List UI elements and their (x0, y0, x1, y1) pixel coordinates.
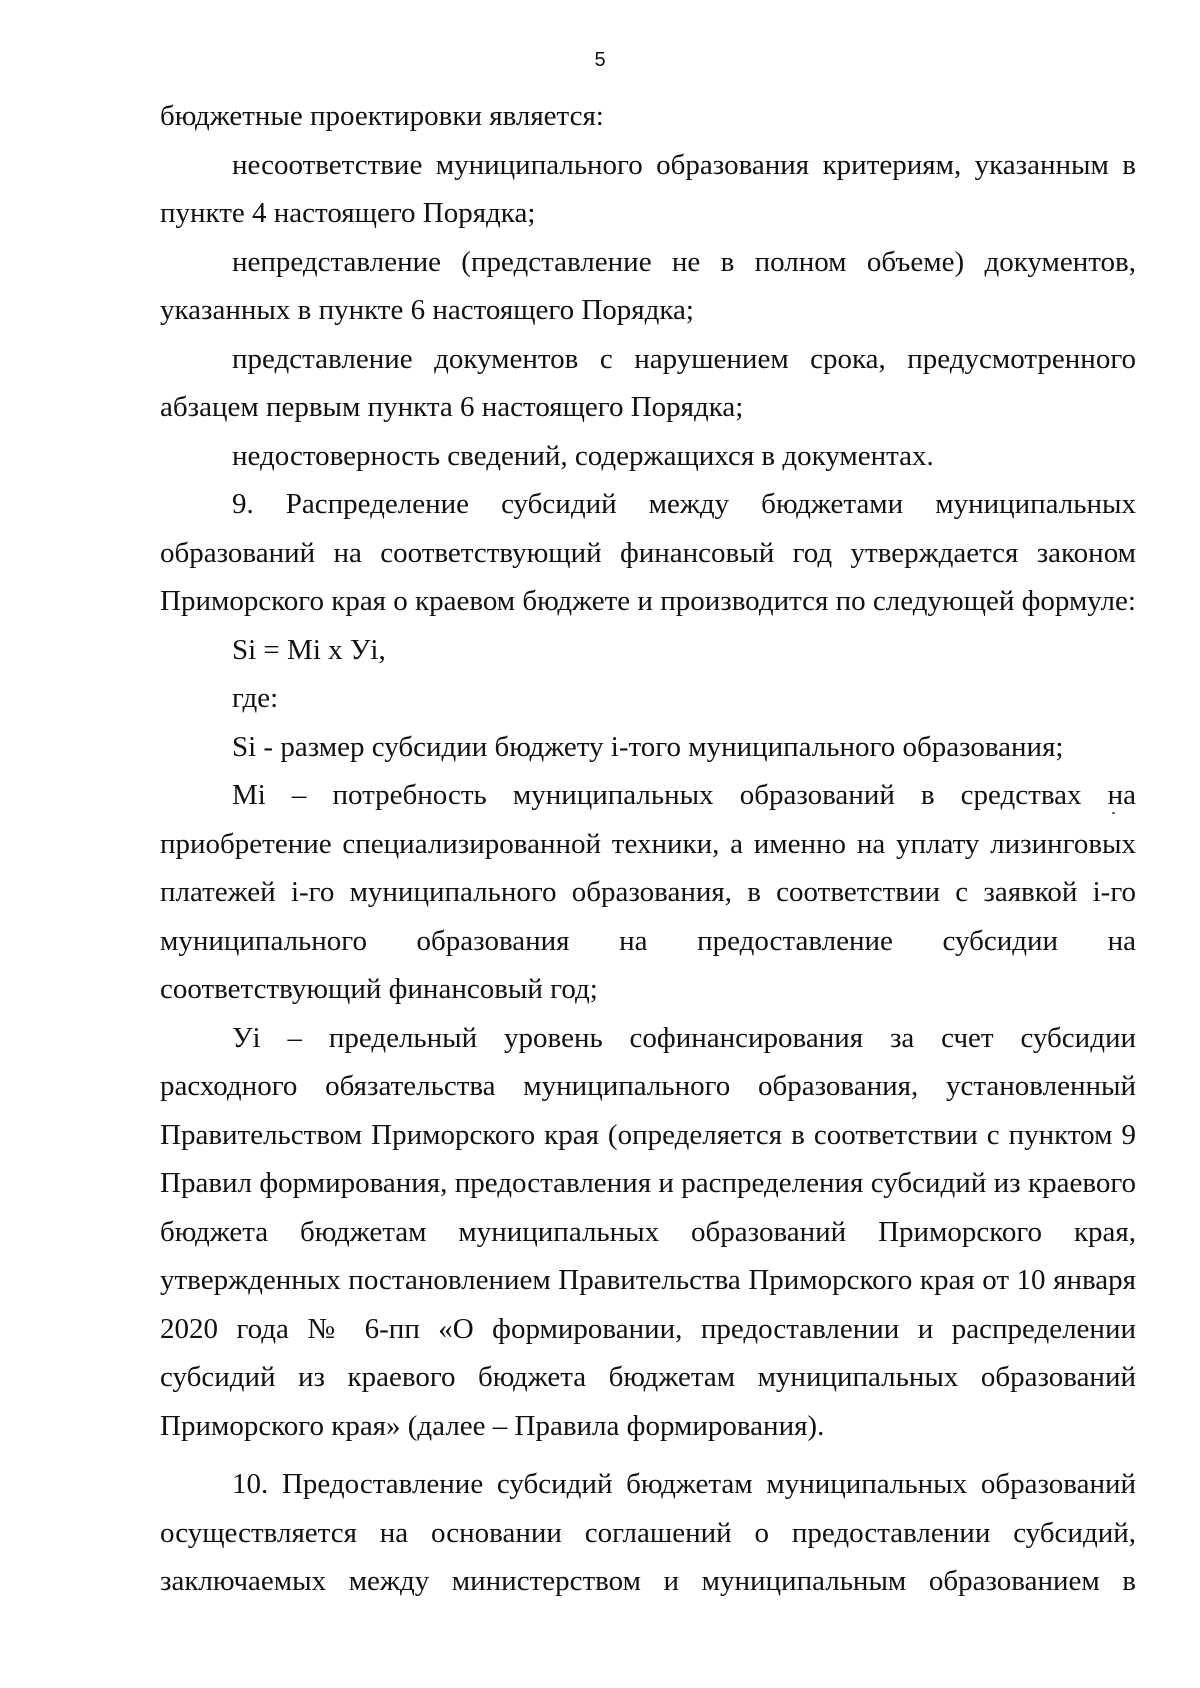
formula-where: где: (232, 682, 279, 714)
paragraph-clause-9: 9. Распределение субсидий между бюджетами муниципальных образований на соответствующий финансовый год утверждается законом Приморского края о краевом бюджете и производится по следующей формуле: (160, 488, 1136, 617)
definition-si: Si - размер субсидии бюджету i-того муниципального образования; (232, 730, 1064, 763)
paragraph-documents-missing: непредставление (представление не в полном объеме) документов, указанных в пункте 6 настоящего Порядка; (160, 245, 1136, 326)
document-body (160, 92, 1136, 1606)
formula-line: Si = Mi x Уi, (232, 633, 386, 666)
definition-yi: Уi – предельный уровень софинансирования за счет субсидии расходного обязательства муниципального образования, установленный Правительством Приморского края (определяется в соответствии с пунктом 9 Правил формирования, предоставления и распределения субсидий из краевого бюджета бюджетам муниципальных образований Приморского края, утвержденных постановлением Правительства Приморского края от 10 января 2020 года № 6-пп «О формировании, предоставлении и распределении субсидий из краевого бюджета бюджетам муниципальных образований Приморского края» (далее – Правила формирования). (160, 1021, 1136, 1442)
paragraph-clause-10: 10. Предоставление субсидий бюджетам муниципальных образований осуществляется на основании соглашений о предоставлении субсидий, заключаемых между министерством и муниципальным образованием в (160, 1468, 1136, 1597)
paragraph-deadline-violation: представление документов с нарушением срока, предусмотренного абзацем первым пункта 6 настоящего Порядка; (160, 342, 1136, 423)
paragraph-budget-projections: бюджетные проектировки является: (160, 100, 604, 132)
paragraph-criteria-mismatch: несоответствие муниципального образования критериям, указанным в пункте 4 настоящего Порядка; (160, 148, 1136, 229)
paragraph-unreliable-info: недостоверность сведений, содержащихся в документах. (232, 439, 934, 472)
scan-speck (1112, 812, 1115, 814)
page-number: 5 (594, 49, 606, 71)
definition-mi: Mi – потребность муниципальных образований в средствах на приобретение специализированной техники, а именно на уплату лизинговых платежей i-го муниципального образования, в соответствии с заявкой i-го муниципального образования на предоставление субсидии на соответствующий финансовый год; (160, 779, 1136, 1005)
